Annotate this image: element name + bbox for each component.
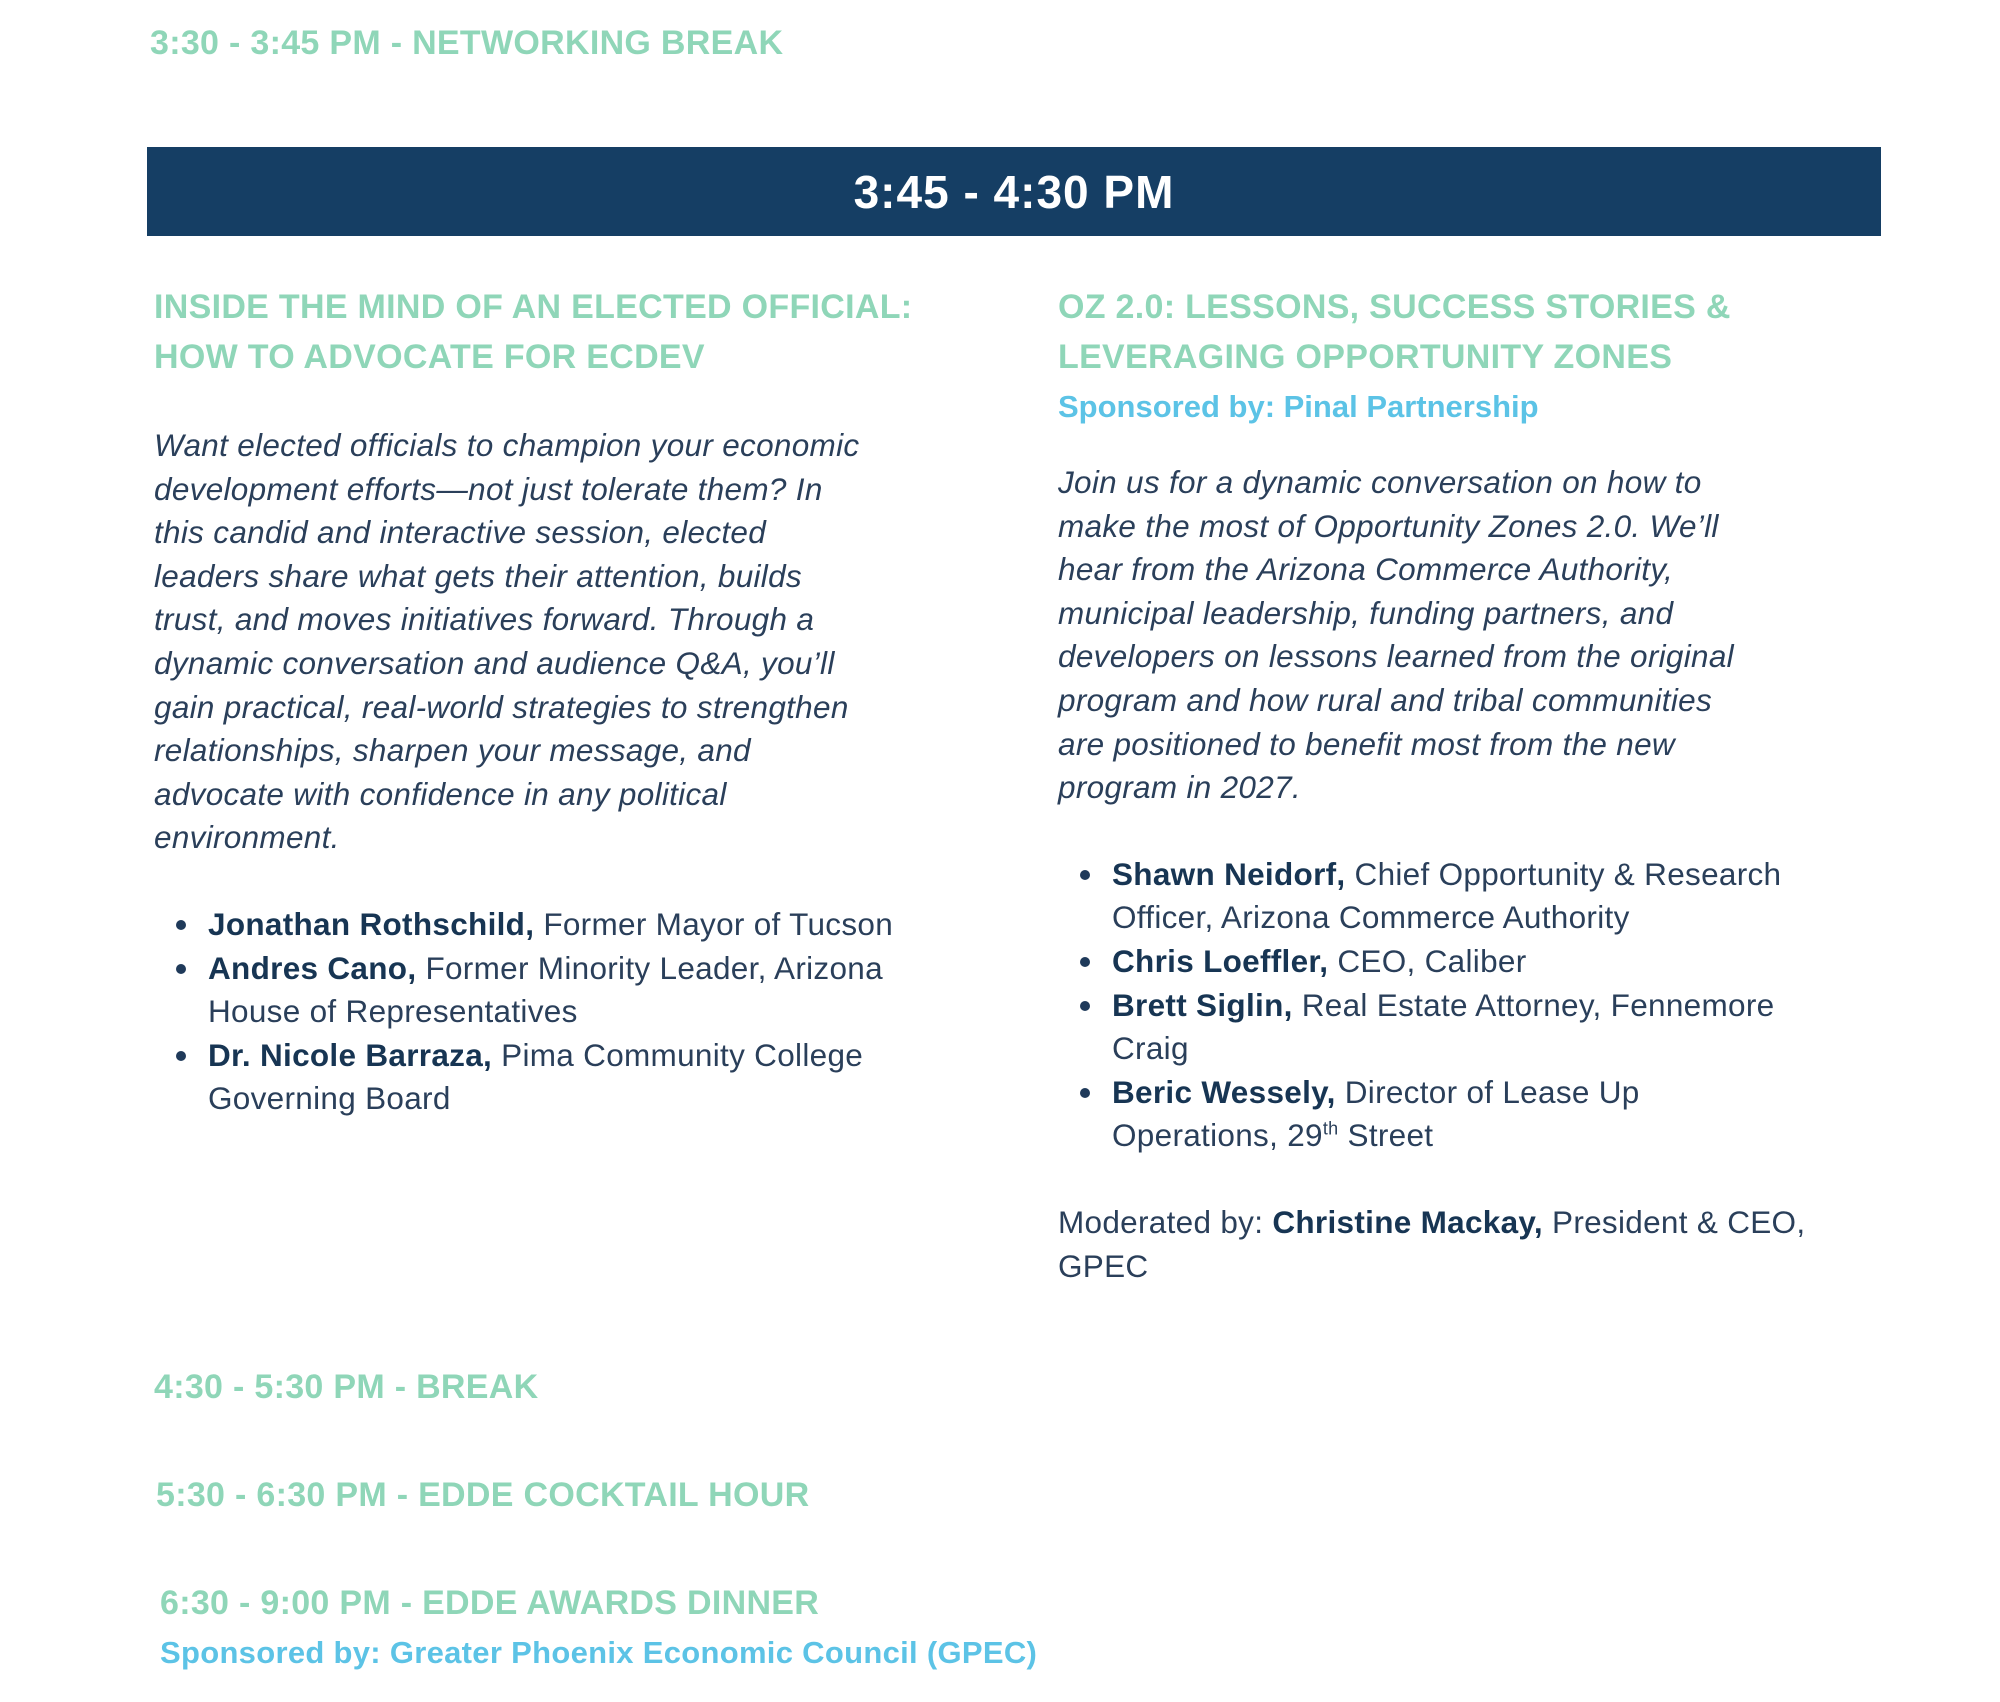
speaker-item bbox=[154, 1034, 1014, 1121]
desc-line: hear from the Arizona Commerce Authority, bbox=[1058, 551, 1674, 588]
speaker-role: Chief Opportunity & Research bbox=[1345, 855, 1782, 892]
desc-line: are positioned to benefit most from the new bbox=[1058, 725, 1675, 762]
moderator-line bbox=[1058, 1201, 1898, 1288]
desc-line: leaders share what gets their attention, builds bbox=[154, 557, 802, 594]
desc-line: gain practical, real-world strategies to strengthen bbox=[154, 688, 849, 725]
speaker-role: Former Mayor of Tucson bbox=[534, 905, 894, 942]
desc-line: development efforts—not just tolerate them? In bbox=[154, 470, 823, 507]
speaker-role: Pima Community College bbox=[492, 1036, 864, 1073]
desc-line: program in 2027. bbox=[1058, 769, 1301, 806]
bullet-icon bbox=[1080, 1001, 1090, 1011]
left-session-title-line2: HOW TO ADVOCATE FOR ECDEV bbox=[154, 338, 705, 376]
bullet-icon bbox=[176, 920, 186, 930]
speaker-name: Shawn Neidorf, bbox=[1112, 855, 1346, 892]
speaker-role-cont: House of Representatives bbox=[208, 993, 578, 1030]
time-banner-label: 3:45 - 4:30 PM bbox=[853, 165, 1175, 218]
speaker-role-tail: Street bbox=[1338, 1117, 1434, 1154]
speaker-role-cont: Officer, Arizona Commerce Authority bbox=[1112, 899, 1630, 936]
speaker-role: Director of Lease Up bbox=[1335, 1073, 1640, 1110]
left-session bbox=[154, 282, 1014, 1121]
right-speaker-list bbox=[1058, 853, 1898, 1158]
awards-dinner-heading: 6:30 - 9:00 PM - EDDE AWARDS DINNER bbox=[160, 1584, 820, 1622]
right-session-title-line1: OZ 2.0: LESSONS, SUCCESS STORIES & bbox=[1058, 288, 1731, 326]
time-banner bbox=[147, 147, 1881, 236]
speaker-name: Dr. Nicole Barraza, bbox=[208, 1036, 493, 1073]
ordinal-suffix: th bbox=[1322, 1118, 1339, 1139]
desc-line: program and how rural and tribal communities bbox=[1058, 681, 1712, 718]
break-heading: 4:30 - 5:30 PM - BREAK bbox=[154, 1368, 539, 1406]
speaker-role-cont: Governing Board bbox=[208, 1080, 451, 1117]
bullet-icon bbox=[1080, 1088, 1090, 1098]
moderator-prefix: Moderated by: bbox=[1058, 1203, 1273, 1240]
desc-line: trust, and moves initiatives forward. Through a bbox=[154, 601, 815, 638]
speaker-item bbox=[154, 903, 1014, 947]
desc-line: relationships, sharpen your message, and bbox=[154, 732, 751, 769]
speaker-role-cont: Craig bbox=[1112, 1030, 1189, 1067]
right-session-description bbox=[1058, 461, 1898, 810]
speaker-name: Brett Siglin, bbox=[1112, 986, 1293, 1023]
desc-line: this candid and interactive session, elected bbox=[154, 514, 767, 551]
bullet-icon bbox=[1080, 957, 1090, 967]
cocktail-hour-heading: 5:30 - 6:30 PM - EDDE COCKTAIL HOUR bbox=[156, 1476, 810, 1514]
moderator-name: Christine Mackay, bbox=[1272, 1203, 1543, 1240]
right-session-title bbox=[1058, 282, 1898, 382]
speaker-item bbox=[154, 947, 1014, 1034]
right-session-title-line2: LEVERAGING OPPORTUNITY ZONES bbox=[1058, 338, 1673, 376]
right-session bbox=[1058, 282, 1898, 1288]
moderator-role-cont: GPEC bbox=[1058, 1247, 1149, 1284]
networking-break-heading: 3:30 - 3:45 PM - NETWORKING BREAK bbox=[150, 24, 784, 62]
speaker-role-cont: Operations, 29 bbox=[1112, 1117, 1323, 1154]
speaker-item bbox=[1058, 940, 1898, 984]
desc-line: Join us for a dynamic conversation on how to bbox=[1058, 464, 1702, 500]
left-speaker-list bbox=[154, 903, 1014, 1121]
moderator-role: President & CEO, bbox=[1542, 1203, 1806, 1240]
bullet-icon bbox=[1080, 870, 1090, 880]
desc-line: make the most of Opportunity Zones 2.0. We’ll bbox=[1058, 507, 1719, 544]
bullet-icon bbox=[176, 1051, 186, 1061]
desc-line: municipal leadership, funding partners, and bbox=[1058, 594, 1674, 631]
desc-line: Want elected officials to champion your economic bbox=[154, 427, 860, 463]
speaker-item bbox=[1058, 984, 1898, 1071]
right-session-sponsor: Sponsored by: Pinal Partnership bbox=[1058, 389, 1539, 424]
speaker-item bbox=[1058, 1071, 1898, 1158]
desc-line: dynamic conversation and audience Q&A, you’ll bbox=[154, 644, 835, 681]
desc-line: advocate with confidence in any political bbox=[154, 775, 727, 812]
bullet-icon bbox=[176, 964, 186, 974]
left-session-title-line1: INSIDE THE MIND OF AN ELECTED OFFICIAL: bbox=[154, 288, 913, 326]
desc-line: environment. bbox=[154, 819, 340, 856]
speaker-name: Jonathan Rothschild, bbox=[208, 905, 535, 942]
speaker-role: CEO, Caliber bbox=[1328, 942, 1527, 979]
speaker-name: Andres Cano, bbox=[208, 949, 417, 986]
speaker-role: Former Minority Leader, Arizona bbox=[416, 949, 883, 986]
speaker-item bbox=[1058, 853, 1898, 940]
left-session-title bbox=[154, 282, 1014, 382]
speaker-name: Chris Loeffler, bbox=[1112, 942, 1329, 979]
awards-dinner-sponsor: Sponsored by: Greater Phoenix Economic Council (GPEC) bbox=[160, 1635, 1038, 1670]
desc-line: developers on lessons learned from the original bbox=[1058, 638, 1734, 675]
speaker-role: Real Estate Attorney, Fennemore bbox=[1292, 986, 1775, 1023]
left-session-description bbox=[154, 424, 1014, 860]
speaker-name: Beric Wessely, bbox=[1112, 1073, 1336, 1110]
